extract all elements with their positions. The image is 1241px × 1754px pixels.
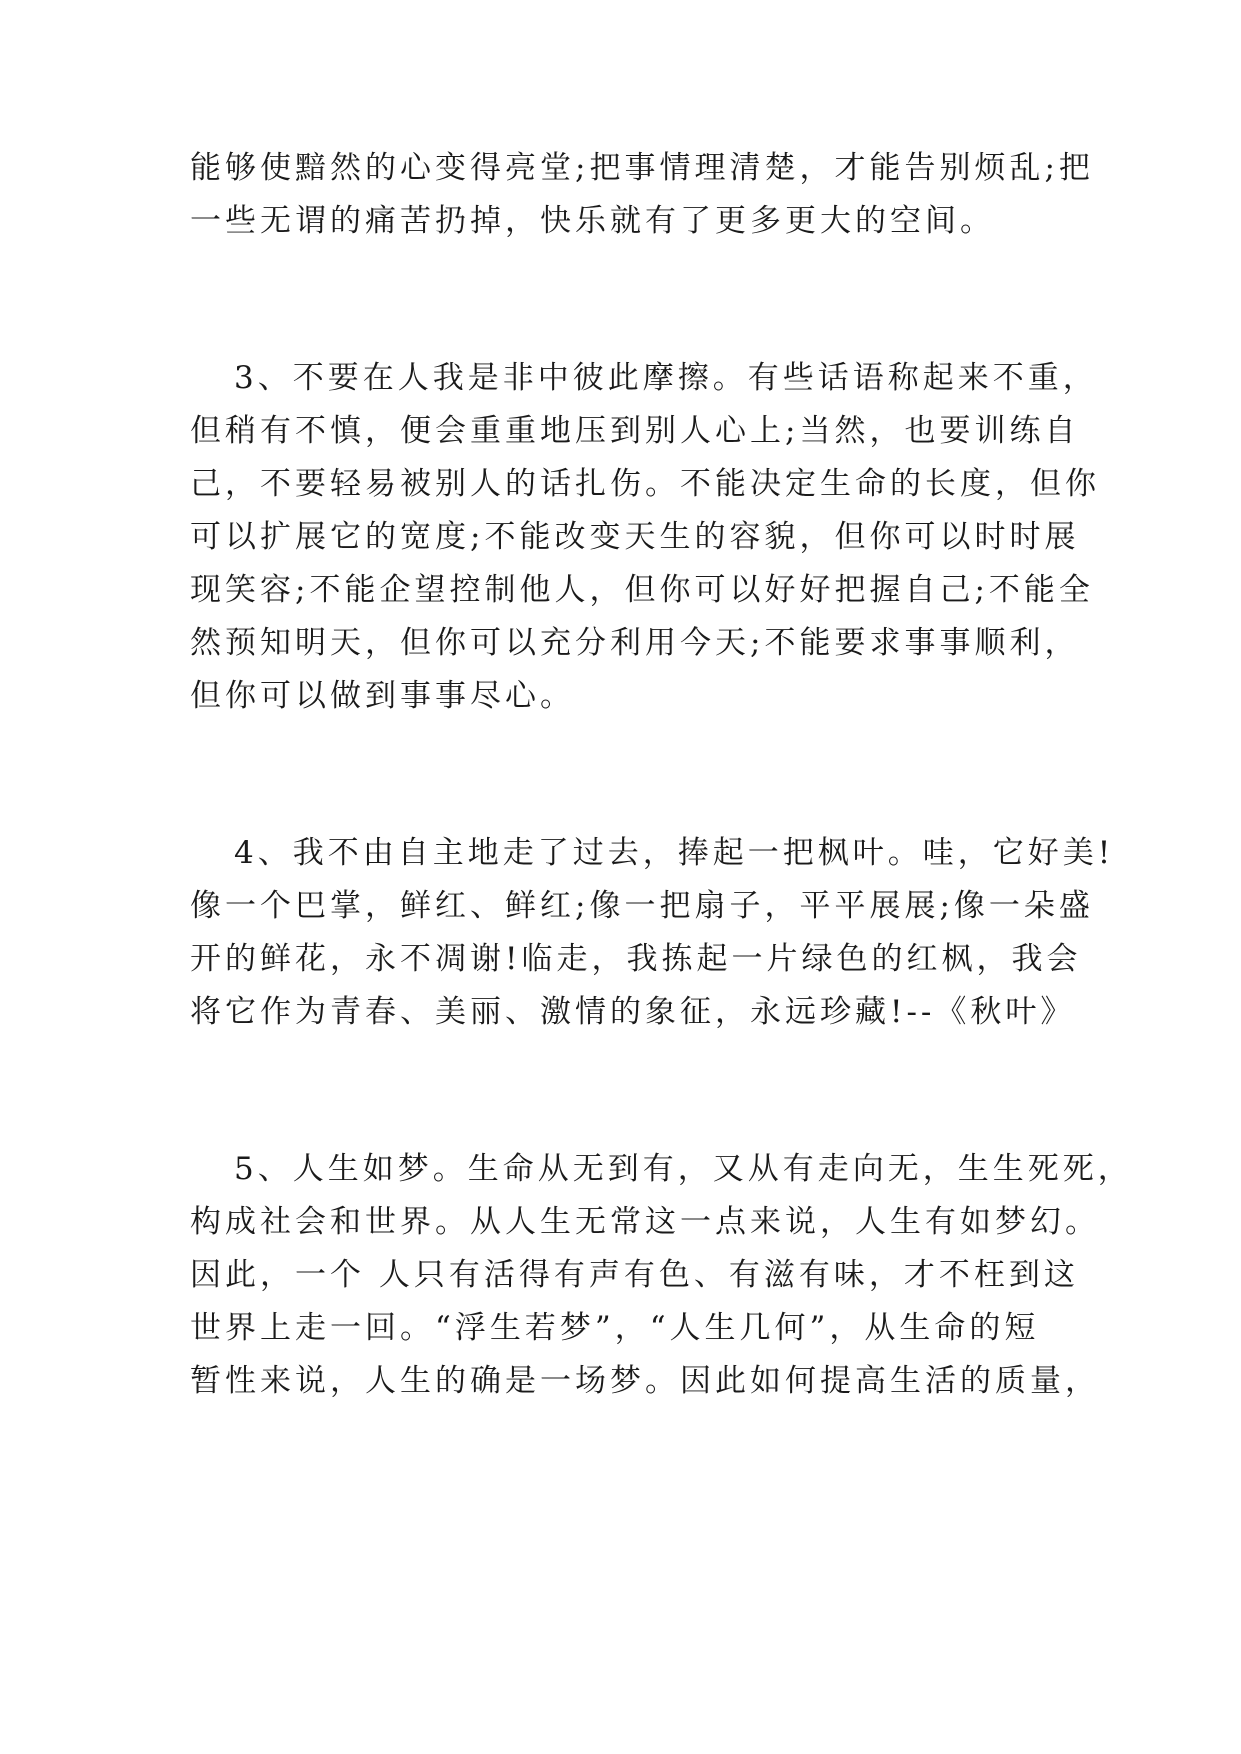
paragraph-3-line-2: 但稍有不慎，便会重重地压到别人心上;当然，也要训练自 — [190, 413, 1080, 449]
paragraph-3-line-4: 可以扩展它的宽度;不能改变天生的容貌，但你可以时时展 — [190, 519, 1080, 555]
paragraph-3-line-7: 但你可以做到事事尽心。 — [190, 678, 575, 714]
paragraph-4-line-2: 像一个巴掌，鲜红、鲜红;像一把扇子，平平展展;像一朵盛 — [190, 888, 1094, 924]
paragraph-4-line-4: 将它作为青春、美丽、激情的象征，永远珍藏!--《秋叶》 — [190, 994, 1076, 1030]
paragraph-5-line-2: 构成社会和世界。从人生无常这一点来说，人生有如梦幻。 — [190, 1204, 1100, 1240]
paragraph-5-line-1: 5、人生如梦。生命从无到有，又从有走向无，生生死死， — [234, 1151, 1133, 1187]
paragraph-5-line-5: 暂性来说，人生的确是一场梦。因此如何提高生活的质量， — [190, 1363, 1100, 1399]
paragraph-5-line-4: 世界上走一回。“浮生若梦”，“人生几何”，从生命的短 — [190, 1310, 1040, 1346]
paragraph-3-line-6: 然预知明天，但你可以充分利用今天;不能要求事事顺利， — [190, 625, 1080, 661]
paragraph-3-line-1: 3、不要在人我是非中彼此摩擦。有些话语称起来不重， — [234, 360, 1098, 396]
paragraph-3-line-5: 现笑容;不能企望控制他人，但你可以好好把握自己;不能全 — [190, 572, 1094, 608]
paragraph-5-line-3: 因此，一个 人只有活得有声有色、有滋有味，才不枉到这 — [190, 1257, 1079, 1293]
paragraph-1-line-2: 一些无谓的痛苦扔掉，快乐就有了更多更大的空间。 — [190, 203, 995, 239]
paragraph-4-line-1: 4、我不由自主地走了过去，捧起一把枫叶。哇，它好美! — [234, 835, 1115, 871]
paragraph-1-line-1: 能够使黯然的心变得亮堂;把事情理清楚，才能告别烦乱;把 — [190, 150, 1094, 186]
paragraph-3-line-3: 己，不要轻易被别人的话扎伤。不能决定生命的长度，但你 — [190, 466, 1100, 502]
paragraph-4-line-3: 开的鲜花，永不凋谢!临走，我拣起一片绿色的红枫，我会 — [190, 941, 1082, 977]
